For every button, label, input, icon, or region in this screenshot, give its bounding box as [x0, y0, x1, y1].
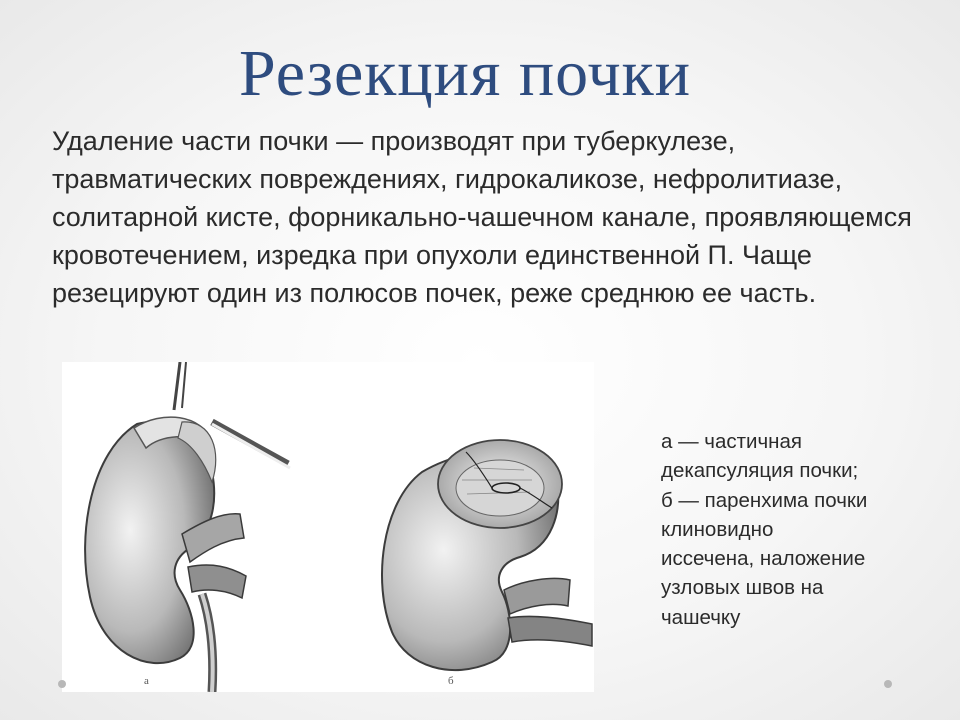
figure-label-a: а	[144, 675, 149, 687]
kidney-a	[85, 362, 290, 692]
caption-line: узловых швов на	[661, 576, 824, 600]
caption-line: чашечку	[661, 605, 741, 629]
figure-caption	[661, 427, 931, 632]
caption-line: клиновидно	[661, 517, 774, 541]
corner-dot-right	[884, 680, 892, 688]
figure-label-b: б	[448, 675, 454, 687]
kidney-drawing	[62, 362, 594, 692]
slide-title: Резекция почки	[238, 37, 692, 110]
caption-line: декапсуляция почки;	[661, 459, 859, 483]
corner-dot-left	[58, 680, 66, 688]
kidney-b	[382, 440, 592, 687]
caption-line: иссечена, наложение	[661, 547, 866, 571]
kidney-illustration	[62, 362, 594, 692]
slide-body-text: Удаление части почки — производят при туберкулезе, травматических повреждениях, гидрокаликозе, нефролитиазе, солитарной кисте, форникально-чашечном канале, проявляющемся кровотечением, изредка при опухоли единственной П. Чаще резецируют один из полюсов почек, реже среднюю ее часть.	[52, 126, 912, 308]
caption-line: а — частичная	[661, 430, 802, 453]
caption-line: б — паренхима почки	[661, 488, 868, 512]
